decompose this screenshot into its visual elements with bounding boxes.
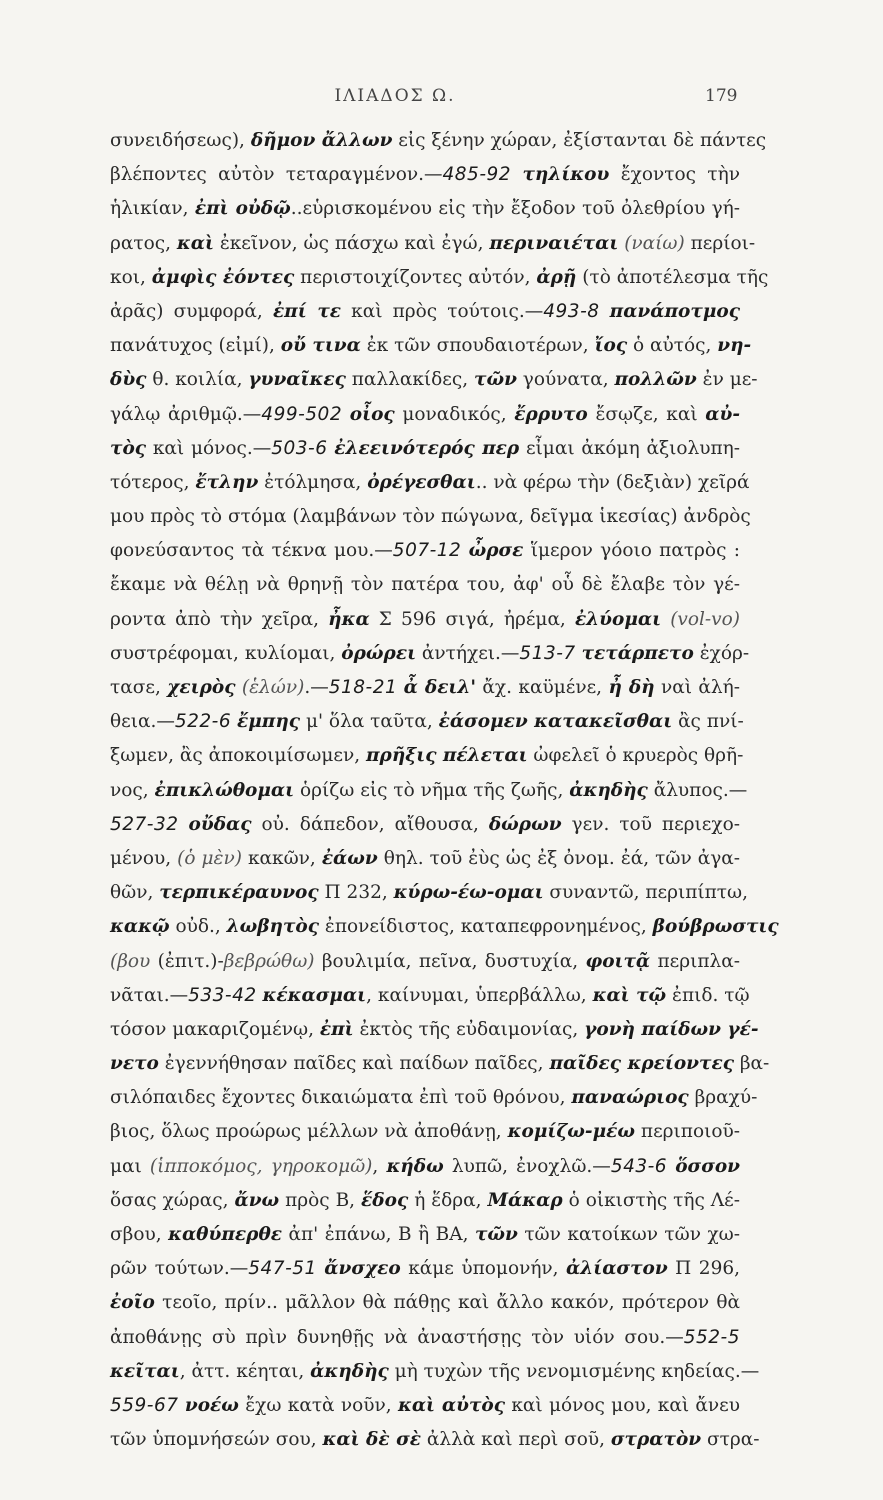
text-line [110, 1218, 740, 1252]
text-line [110, 158, 740, 192]
lemma: καὶ [176, 232, 214, 254]
text-run: τῶν ὑπομνήσεών σου, [110, 1429, 323, 1451]
text-run: σιλόπαιδες ἔχοντες δικαιώματα ἐπὶ τοῦ θρόνου, [110, 1087, 572, 1109]
lemma: ἦ δὴ [608, 677, 655, 698]
verse-reference: 518-21 [328, 677, 398, 698]
text-run: τόσον μακαριζομένῳ, [110, 1018, 320, 1040]
text-line [110, 1423, 760, 1457]
text-run: ἔσῳζε, καὶ [587, 403, 706, 425]
text-line [110, 842, 740, 876]
text-line [110, 1081, 758, 1115]
lemma: νη- [717, 335, 752, 357]
text-run: συστρέφομαι, κυλίομαι, [110, 642, 342, 664]
italic-note: βεβρώθω) [223, 950, 315, 972]
lemma: καὶ δὲ σὲ [322, 1429, 421, 1451]
lemma: τῶν [474, 369, 517, 391]
lemma: καθύπερθε [168, 1224, 283, 1245]
text-run: καὶ μόνος.— [146, 437, 272, 459]
lemma: πανάποτμος [609, 300, 740, 322]
verse-reference: 559-67 [110, 1394, 179, 1416]
text-run: ..εὑρισκομένου εἰς τὴν ἔξοδον τοῦ ὀλεθρίου γή- [290, 198, 740, 220]
text-run: συναντῶ, περιπίπτω, [543, 882, 748, 904]
text-line [110, 739, 744, 773]
text-run [461, 540, 468, 561]
text-run: κοι, [110, 266, 152, 288]
lemma: ἐλεεινότερός περ [334, 437, 520, 459]
text-line [110, 295, 740, 329]
text-run: μὴ τυχὼν τῆς νενομισμένης κηδείας.— [388, 1360, 760, 1382]
italic-note: (ναίω) [624, 232, 685, 254]
lemma: οὔδας [188, 813, 252, 835]
text-run: ἡλικίαν, [110, 198, 195, 220]
lemma: βούβρωστις [652, 916, 779, 938]
text-run: μαι [110, 1155, 150, 1177]
text-run: εἰς ξένην χώραν, ἐξίστανται δὲ πάντες [392, 130, 767, 151]
lemma: ἀλίαστον [566, 1258, 668, 1280]
text-run: τῶν κατοίκων τῶν χω- [517, 1224, 740, 1245]
lemma: γονὴ παίδων γέ- [584, 1018, 759, 1040]
text-run: τασε, [110, 677, 168, 698]
text-run: ὠφελεῖ ὁ κρυερὸς θρῆ- [527, 745, 744, 767]
lemma: ἀρῇ [536, 266, 577, 288]
lemma: ἔτλην [195, 471, 259, 493]
text-line [110, 671, 740, 705]
text-line [110, 500, 751, 534]
verse-reference: 543-6 [610, 1155, 668, 1177]
text-run: νος, [110, 779, 155, 801]
lemma: ἐπὶ οὐδῷ [194, 198, 291, 220]
text-run: μ' ὅλα ταῦτα, [300, 711, 439, 733]
text-run: ἀντήχει.— [416, 642, 520, 664]
verse-reference: 493-8 [543, 300, 600, 322]
lemma: παναώριος [571, 1087, 689, 1109]
text-run: ἐτόλμησα, [258, 471, 368, 493]
text-line [110, 534, 740, 568]
text-run: τεοῖο, πρίν.. μᾶλλον θὰ πάθῃς καὶ ἄλλο κακόν, πρότερον θὰ [154, 1292, 740, 1314]
running-head [0, 86, 883, 110]
lemma: ἦκα [328, 608, 370, 630]
lemma: ὀρέγεσθαι [367, 471, 476, 493]
text-run [600, 301, 610, 322]
text-run: , ἀττ. κέηται, [179, 1360, 311, 1382]
lemma: ἐπί τε [272, 300, 342, 322]
verse-reference: 485-92 [442, 164, 512, 186]
text-run: ξωμεν, ἂς ἀποκοιμίσωμεν, [110, 745, 366, 767]
lemma: ἀμφὶς ἐόντες [151, 266, 295, 288]
lemma: παῖδες κρείοντες [549, 1053, 734, 1075]
text-run: ἐν με- [696, 369, 758, 391]
text-run: ἔχω κατὰ νοῦν, [238, 1394, 398, 1416]
text-run: ἐκτὸς τῆς εὐδαιμονίας, [353, 1018, 585, 1040]
lemma: περιναιέται [489, 232, 619, 254]
text-run: ὁ αὐτός, [627, 335, 718, 357]
lemma: γυναῖκες [248, 369, 346, 391]
text-run: ναὶ ἀλή- [654, 677, 740, 698]
lemma: κεῖται [110, 1360, 180, 1382]
lemma: δώρων [488, 813, 562, 835]
text-run: ἐκ τῶν σπουδαιοτέρων, [360, 335, 595, 357]
lemma: δῆμον ἄλλων [250, 130, 393, 151]
text-line [110, 227, 756, 261]
text-run: πρὸς Β, [279, 1189, 362, 1211]
text-run [667, 1156, 675, 1177]
lemma: πρῆξις πέλεται [365, 745, 528, 767]
lemma: κύρω-έω-ομαι [393, 882, 544, 904]
lemma: ἐάων [321, 847, 378, 869]
lemma: ἄνσχεο [324, 1258, 401, 1280]
text-run: περίοι- [684, 232, 756, 254]
text-run: ἄχ. καϋμένε, [476, 677, 609, 698]
text-line [110, 432, 740, 466]
lemma: νοέω [184, 1394, 239, 1416]
text-run: (ἐπιτ.)- [150, 950, 224, 972]
text-run: ἂς πνί- [672, 711, 744, 733]
text-run: σβου, [110, 1224, 169, 1245]
text-run [661, 609, 670, 630]
lemma: κήδω [386, 1155, 444, 1177]
lemma: ἴος [594, 335, 628, 357]
lemma: κακῷ [110, 916, 170, 938]
text-run: ἡ ἕδρα, [408, 1189, 488, 1211]
lemma: τὸς [110, 437, 147, 459]
verse-reference: 552-5 [683, 1326, 740, 1348]
text-run: μου πρὸς τὸ στόμα (λαμβάνων τὸν πώγωνα, δεῖγμα ἱκεσίας) ἀνδρὸς [110, 506, 751, 528]
text-line [110, 705, 744, 739]
text-run: μοναδικός, [394, 403, 515, 425]
lemma: ἆ δειλ' [403, 677, 477, 698]
text-line [110, 637, 750, 671]
text-line [110, 1321, 740, 1355]
text-run: καὶ μόνος μου, καὶ ἄνευ [505, 1394, 740, 1416]
text-run: , καίνυμαι, ὑπερβάλλω, [366, 984, 593, 1006]
text-run: περιποιοῦ- [634, 1121, 740, 1143]
lemma: τετάρπετο [581, 642, 694, 664]
text-run: γεν. τοῦ περιεχο- [561, 813, 740, 835]
commentary-text [110, 124, 779, 1457]
italic-note: (βου [110, 950, 151, 972]
text-line [110, 568, 740, 602]
lemma: οὔ τινα [280, 335, 361, 357]
verse-reference: 527-32 [110, 813, 179, 835]
text-line [110, 398, 740, 432]
verse-reference: 513-7 [519, 642, 576, 664]
text-run: ἐγεννήθησαν παῖδες καὶ παίδων παῖδες, [158, 1053, 550, 1075]
text-run: μένου, [110, 847, 178, 869]
lemma: τηλίκου [522, 164, 610, 186]
text-line [110, 1355, 760, 1389]
lemma: καὶ τῷ [592, 984, 667, 1006]
verse-reference: 522-6 [174, 711, 232, 733]
lemma: ἐλύομαι [574, 608, 662, 630]
text-run: ἔχοντος τὴν [609, 164, 740, 186]
verse-reference: 533-42 [188, 984, 257, 1006]
text-line [110, 910, 779, 944]
text-run: θῶν, [110, 882, 160, 904]
lemma: καὶ αὐτὸς [397, 1394, 506, 1416]
text-line [110, 774, 748, 808]
text-run: παλλακίδες, [345, 369, 475, 391]
text-run: βιος, ὅλως προώρως μέλλων νὰ ἀποθάνῃ, [110, 1121, 508, 1143]
lemma: τῶν [474, 1224, 518, 1245]
lemma: ἐπὶ [319, 1018, 354, 1040]
lemma: δὺς [110, 369, 147, 391]
text-run: .. νὰ φέρω τὴν (δεξιὰν) χεῖρά [475, 471, 750, 493]
text-run: κάμε ὑπομονήν, [400, 1258, 567, 1280]
lemma: αὐ- [705, 403, 741, 425]
text-run: ἵμερον γόοιο πατρὸς : [523, 540, 740, 562]
text-run: , [372, 1155, 387, 1177]
text-run: Π 296, [667, 1258, 740, 1280]
text-line [110, 192, 740, 226]
italic-note: (ἱπποκόμος, γηροκομῶ) [149, 1155, 373, 1177]
text-run: γάλῳ ἀριθμῷ.— [110, 403, 262, 425]
text-line [110, 945, 740, 979]
text-run: κακῶν, [241, 847, 322, 869]
text-run: θηλ. τοῦ ἐὺς ὡς ἐξ ὀνομ. ἐά, τῶν ἀγα- [377, 847, 741, 869]
text-line [110, 603, 740, 637]
lemma: νετο [110, 1053, 159, 1075]
text-run: νᾶται.— [110, 984, 189, 1006]
text-run: γούνατα, [516, 369, 615, 391]
text-line [110, 979, 750, 1013]
text-run: ἀρᾶς) συμφορά, [110, 300, 273, 322]
lemma: ἕδος [361, 1189, 409, 1211]
lemma: Μάκαρ [487, 1189, 563, 1211]
text-run: στρα- [701, 1429, 760, 1451]
text-line [110, 876, 748, 910]
text-run: ρατος, [110, 232, 177, 254]
text-line [110, 1115, 740, 1149]
lemma: ἐάσομεν κατακεῖσθαι [438, 711, 673, 733]
text-run: φονεύσαντος τὰ τέκνα μου.— [110, 540, 393, 562]
lemma: ὀρώρει [341, 642, 417, 664]
verse-reference: 507-12 [392, 540, 462, 562]
verse-reference: 547-51 [248, 1258, 317, 1280]
lemma: ἀκηδὴς [310, 1360, 389, 1382]
text-run: ἐκεῖνον, ὡς πάσχω καὶ ἐγώ, [213, 232, 490, 254]
text-run [511, 164, 522, 185]
italic-note: (ἑλών) [241, 677, 305, 698]
text-line [110, 124, 767, 158]
verse-reference: 499-502 [261, 403, 343, 425]
text-line [110, 1184, 740, 1218]
text-line [110, 1013, 759, 1047]
lemma: χειρὸς [167, 677, 236, 698]
text-run: βλέποντες αὐτὸν τεταραγμένον.— [110, 164, 443, 186]
text-run: θ. κοιλία, [146, 369, 249, 391]
lemma: κέκασμαι [262, 984, 367, 1006]
running-title: ΙΛΙΑΔΟΣ Ω. [334, 86, 456, 106]
text-run [342, 404, 350, 425]
lemma: ἄνω [234, 1189, 280, 1211]
text-run: θεια.— [110, 711, 175, 733]
lemma: ἔμπης [237, 711, 301, 733]
text-run: ὁρίζω εἰς τὸ νῆμα τῆς ζωῆς, [294, 779, 570, 801]
lemma: οἶος [349, 403, 395, 425]
text-run: καὶ πρὸς τούτοις.— [341, 300, 544, 322]
text-run: πανάτυχος (εἰμί), [110, 335, 281, 357]
lemma: ὅσσον [675, 1155, 741, 1177]
lemma: φοιτᾷ [585, 950, 651, 972]
lemma: λωβητὸς [226, 916, 320, 938]
text-run: περιπλα- [650, 950, 740, 972]
page-number: 179 [705, 86, 738, 106]
lemma: ἐοῖο [110, 1292, 155, 1314]
text-run: .— [304, 677, 329, 698]
text-run: βουλιμία, πεῖνα, δυστυχία, [314, 950, 586, 972]
lemma: στρατὸν [610, 1429, 702, 1451]
text-run: οὐ. δάπεδον, αἴθουσα, [251, 813, 489, 835]
lemma: πολλῶν [614, 369, 697, 391]
text-run: τότερος, [110, 471, 196, 493]
lemma: τερπικέραυνος [159, 882, 319, 904]
text-line [110, 1252, 740, 1286]
italic-note: (ὁ μὲν) [177, 847, 242, 869]
text-run: περιστοιχίζοντες αὐτόν, [294, 266, 537, 288]
text-line [110, 1047, 770, 1081]
text-run: ἀποθάνῃς σὺ πρὶν δυνηθῇς νὰ ἀναστήσῃς τὸν υἱόν σου.— [110, 1326, 684, 1348]
text-run: ρῶν τούτων.— [110, 1258, 249, 1280]
text-run: ἐπιδ. τῷ [666, 984, 750, 1006]
text-run: Π 232, [318, 882, 394, 904]
text-run: συνειδήσεως), [110, 130, 251, 151]
lemma: ἔρρυτο [514, 403, 588, 425]
text-line [110, 466, 750, 500]
text-run: (τὸ ἀποτέλεσμα τῆς [576, 266, 769, 288]
text-run: ἀπ' ἐπάνω, Β ἢ ΒΑ, [282, 1224, 475, 1245]
lemma: ἀκηδὴς [569, 779, 648, 801]
lemma: κομίζω-μέω [507, 1121, 635, 1143]
text-line [110, 808, 740, 842]
text-run: ἀλλὰ καὶ περὶ σοῦ, [420, 1429, 611, 1451]
verse-reference: 503-6 [271, 437, 328, 459]
text-line [110, 1150, 740, 1184]
text-line [110, 261, 769, 295]
text-line [110, 1286, 740, 1320]
text-line [110, 1389, 740, 1423]
text-run [179, 814, 189, 835]
text-run: ἐπονείδιστος, καταπεφρονημένος, [319, 916, 653, 938]
text-run: βα- [733, 1053, 770, 1075]
lemma: ὦρσε [468, 540, 524, 562]
text-run: ἄλυπος.— [647, 779, 748, 801]
text-run: βραχύ- [688, 1087, 758, 1109]
text-run: ὅσας χώρας, [110, 1189, 235, 1211]
text-run: ἐχόρ- [693, 642, 750, 664]
text-line [110, 363, 758, 397]
text-run: ἔκαμε νὰ θέλῃ νὰ θρηνῇ τὸν πατέρα του, ἀφ' οὗ δὲ ἔλαβε τὸν γέ- [110, 574, 740, 596]
text-run: ροντα ἀπὸ τὴν χεῖρα, [110, 608, 329, 630]
text-run: λυπῶ, ἐνοχλῶ.— [443, 1155, 611, 1177]
text-run: οὐδ., [169, 916, 227, 938]
text-run: Σ 596 σιγά, ἠρέμα, [369, 608, 575, 630]
text-run: εἶμαι ἀκόμη ἀξιολυπη- [519, 437, 740, 459]
text-line [110, 329, 752, 363]
lemma: ἐπικλώθομαι [154, 779, 295, 801]
italic-note: (vol-vo) [670, 608, 740, 630]
text-run: ὁ οἰκιστὴς τῆς Λέ- [562, 1189, 740, 1211]
